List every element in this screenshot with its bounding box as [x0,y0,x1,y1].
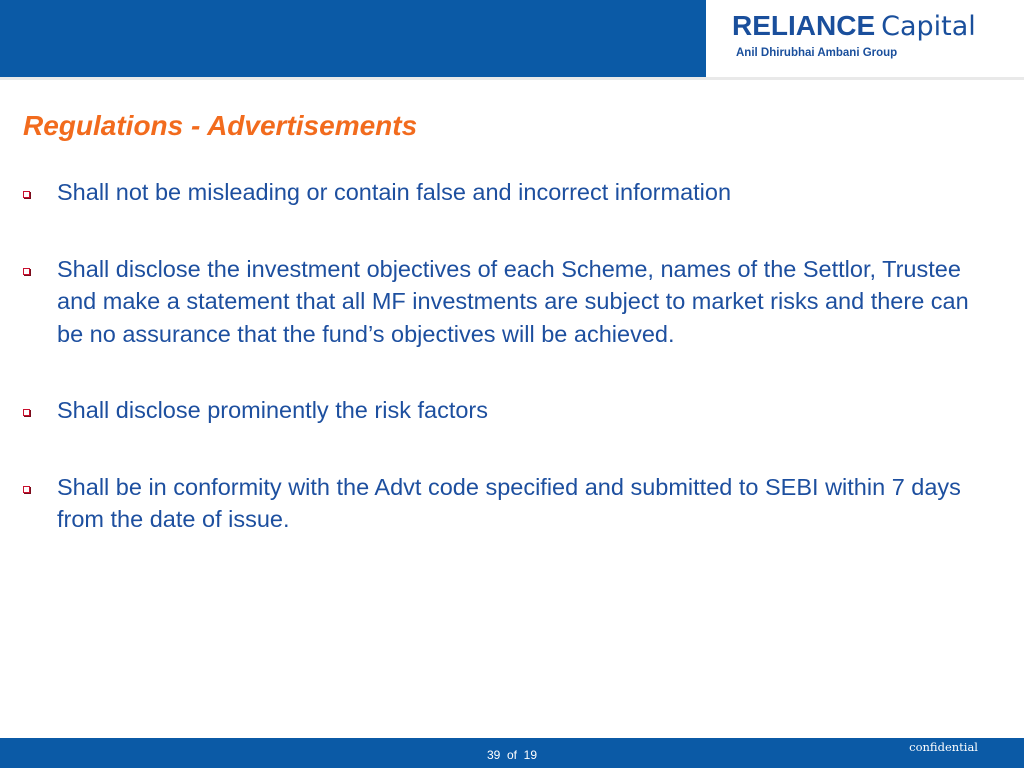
bullet-item [20,253,990,351]
square-bullet-icon [23,486,30,493]
footer-bar [0,738,1024,768]
company-logo [706,0,1024,77]
page-of-label: of [506,748,517,762]
square-bullet-icon [23,409,30,416]
square-bullet-icon [23,191,30,198]
bullet-item [20,471,990,536]
bullet-list [20,176,990,580]
bullet-text: Shall be in conformity with the Advt code specified and submitted to SEBI within 7 days from the date of issue. [57,473,961,532]
confidential-label: confidential [909,740,978,754]
logo-capital-text: Capital [881,11,976,42]
bullet-item [20,394,990,427]
page-number [0,748,1024,762]
page-current: 39 [486,748,501,762]
logo-wordmark [732,12,976,40]
bullet-text: Shall disclose the investment objectives of each Scheme, names of the Settlor, Trustee and make a statement that all MF investments are subject to market risks and there can be no assurance that the fund’s objectives will be achieved. [57,255,969,347]
slide-title: Regulations - Advertisements [23,110,418,141]
square-bullet-icon [23,268,30,275]
logo-group-text: Anil Dhirubhai Ambani Group [736,47,898,59]
page-total: 19 [523,748,538,762]
logo-brand-text: RELIANCE [732,10,876,41]
bullet-text: Shall not be misleading or contain false and incorrect information [57,179,732,205]
bullet-text: Shall disclose prominently the risk factors [57,397,489,423]
bullet-item [20,176,990,209]
header-bar [0,0,1024,80]
